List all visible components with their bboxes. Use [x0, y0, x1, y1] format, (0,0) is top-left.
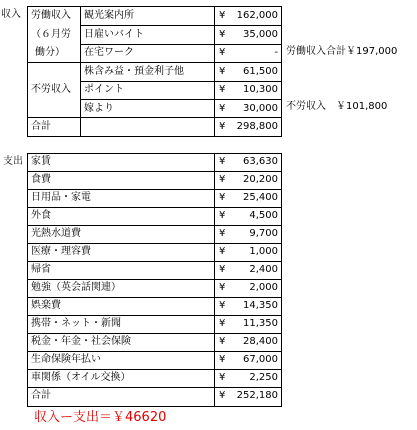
- currency-symbol: ¥: [219, 47, 226, 58]
- balance-note: 収入ー支出＝￥46620: [34, 410, 167, 425]
- income-item: 観光案内所: [84, 10, 134, 21]
- expense-item: 車関係（オイル交換）: [31, 372, 131, 383]
- expense-amount: 20,200: [243, 174, 278, 185]
- currency-symbol: ¥: [219, 29, 226, 40]
- expense-side-label: 支出: [3, 156, 23, 167]
- labor-income-label: 労働収入: [31, 10, 71, 21]
- income-amount: 10,300: [243, 84, 278, 95]
- income-total-amount: 298,800: [236, 121, 278, 132]
- expense-item: 勉強（英会話関連）: [31, 282, 121, 293]
- currency-symbol: ¥: [219, 121, 226, 132]
- currency-symbol: ¥: [219, 66, 226, 77]
- income-amount: 30,000: [243, 103, 278, 114]
- income-total-label: 合計: [31, 121, 51, 132]
- expense-item: 食費: [31, 174, 51, 185]
- expense-total-amount: 252,180: [236, 390, 278, 401]
- currency-symbol: ¥: [219, 300, 226, 311]
- currency-symbol: ¥: [219, 372, 226, 383]
- expense-amount: 9,700: [249, 228, 278, 239]
- currency-symbol: ¥: [219, 390, 226, 401]
- currency-symbol: ¥: [219, 282, 226, 293]
- income-item: 日雇いバイト: [84, 29, 144, 40]
- income-amount: 162,000: [236, 10, 278, 21]
- currency-symbol: ¥: [219, 156, 226, 167]
- expense-amount: 63,630: [243, 156, 278, 167]
- currency-symbol: ¥: [219, 174, 226, 185]
- expense-amount: 28,400: [243, 336, 278, 347]
- expense-amount: 1,000: [249, 246, 278, 257]
- currency-symbol: ¥: [219, 103, 226, 114]
- labor-income-total-note: 労働収入合計￥197,000: [286, 46, 398, 57]
- expense-item: 家賃: [31, 156, 51, 167]
- income-side-label: 収入: [1, 9, 21, 20]
- expense-item: 帰省: [31, 264, 51, 275]
- expense-amount: 2,250: [249, 372, 278, 383]
- expense-item: 医療・理容費: [31, 246, 91, 257]
- expense-total-label: 合計: [31, 390, 51, 401]
- currency-symbol: ¥: [219, 228, 226, 239]
- currency-symbol: ¥: [219, 10, 226, 21]
- currency-symbol: ¥: [219, 192, 226, 203]
- expense-amount: 2,000: [249, 282, 278, 293]
- unearned-income-label: 不労収入: [31, 84, 71, 95]
- expense-amount: 11,350: [243, 318, 278, 329]
- income-amount: 35,000: [243, 29, 278, 40]
- income-item: 株含み益・預金利子他: [84, 66, 184, 77]
- income-amount: 61,500: [243, 66, 278, 77]
- currency-symbol: ¥: [219, 264, 226, 275]
- labor-income-sublabel-2: 働分）: [35, 47, 65, 58]
- expense-item: 娯楽費: [31, 300, 61, 311]
- income-item: ポイント: [84, 84, 124, 95]
- expense-amount: 2,400: [249, 264, 278, 275]
- currency-symbol: ¥: [219, 318, 226, 329]
- unearned-income-total-note: 不労収入 ￥101,800: [286, 101, 388, 112]
- expense-item: 生命保険年払い: [31, 354, 101, 365]
- currency-symbol: ¥: [219, 336, 226, 347]
- expense-amount: 4,500: [249, 210, 278, 221]
- income-item: 嫁より: [84, 103, 114, 114]
- currency-symbol: ¥: [219, 246, 226, 257]
- expense-item: 光熱水道費: [31, 228, 81, 239]
- currency-symbol: ¥: [219, 84, 226, 95]
- income-amount: -: [274, 47, 278, 58]
- currency-symbol: ¥: [219, 354, 226, 365]
- expense-item: 外食: [31, 210, 51, 221]
- currency-symbol: ¥: [219, 210, 226, 221]
- income-table: [27, 6, 282, 137]
- expense-item: 日用品・家電: [31, 192, 91, 203]
- expense-item: 税金・年金・社会保険: [31, 336, 131, 347]
- income-item: 在宅ワーク: [84, 47, 134, 58]
- labor-income-sublabel-1: （６月労: [31, 29, 71, 40]
- expense-item: 携帯・ネット・新聞: [31, 318, 121, 329]
- expense-amount: 67,000: [243, 354, 278, 365]
- expense-amount: 14,350: [243, 300, 278, 311]
- expense-table: [27, 153, 282, 407]
- expense-amount: 25,400: [243, 192, 278, 203]
